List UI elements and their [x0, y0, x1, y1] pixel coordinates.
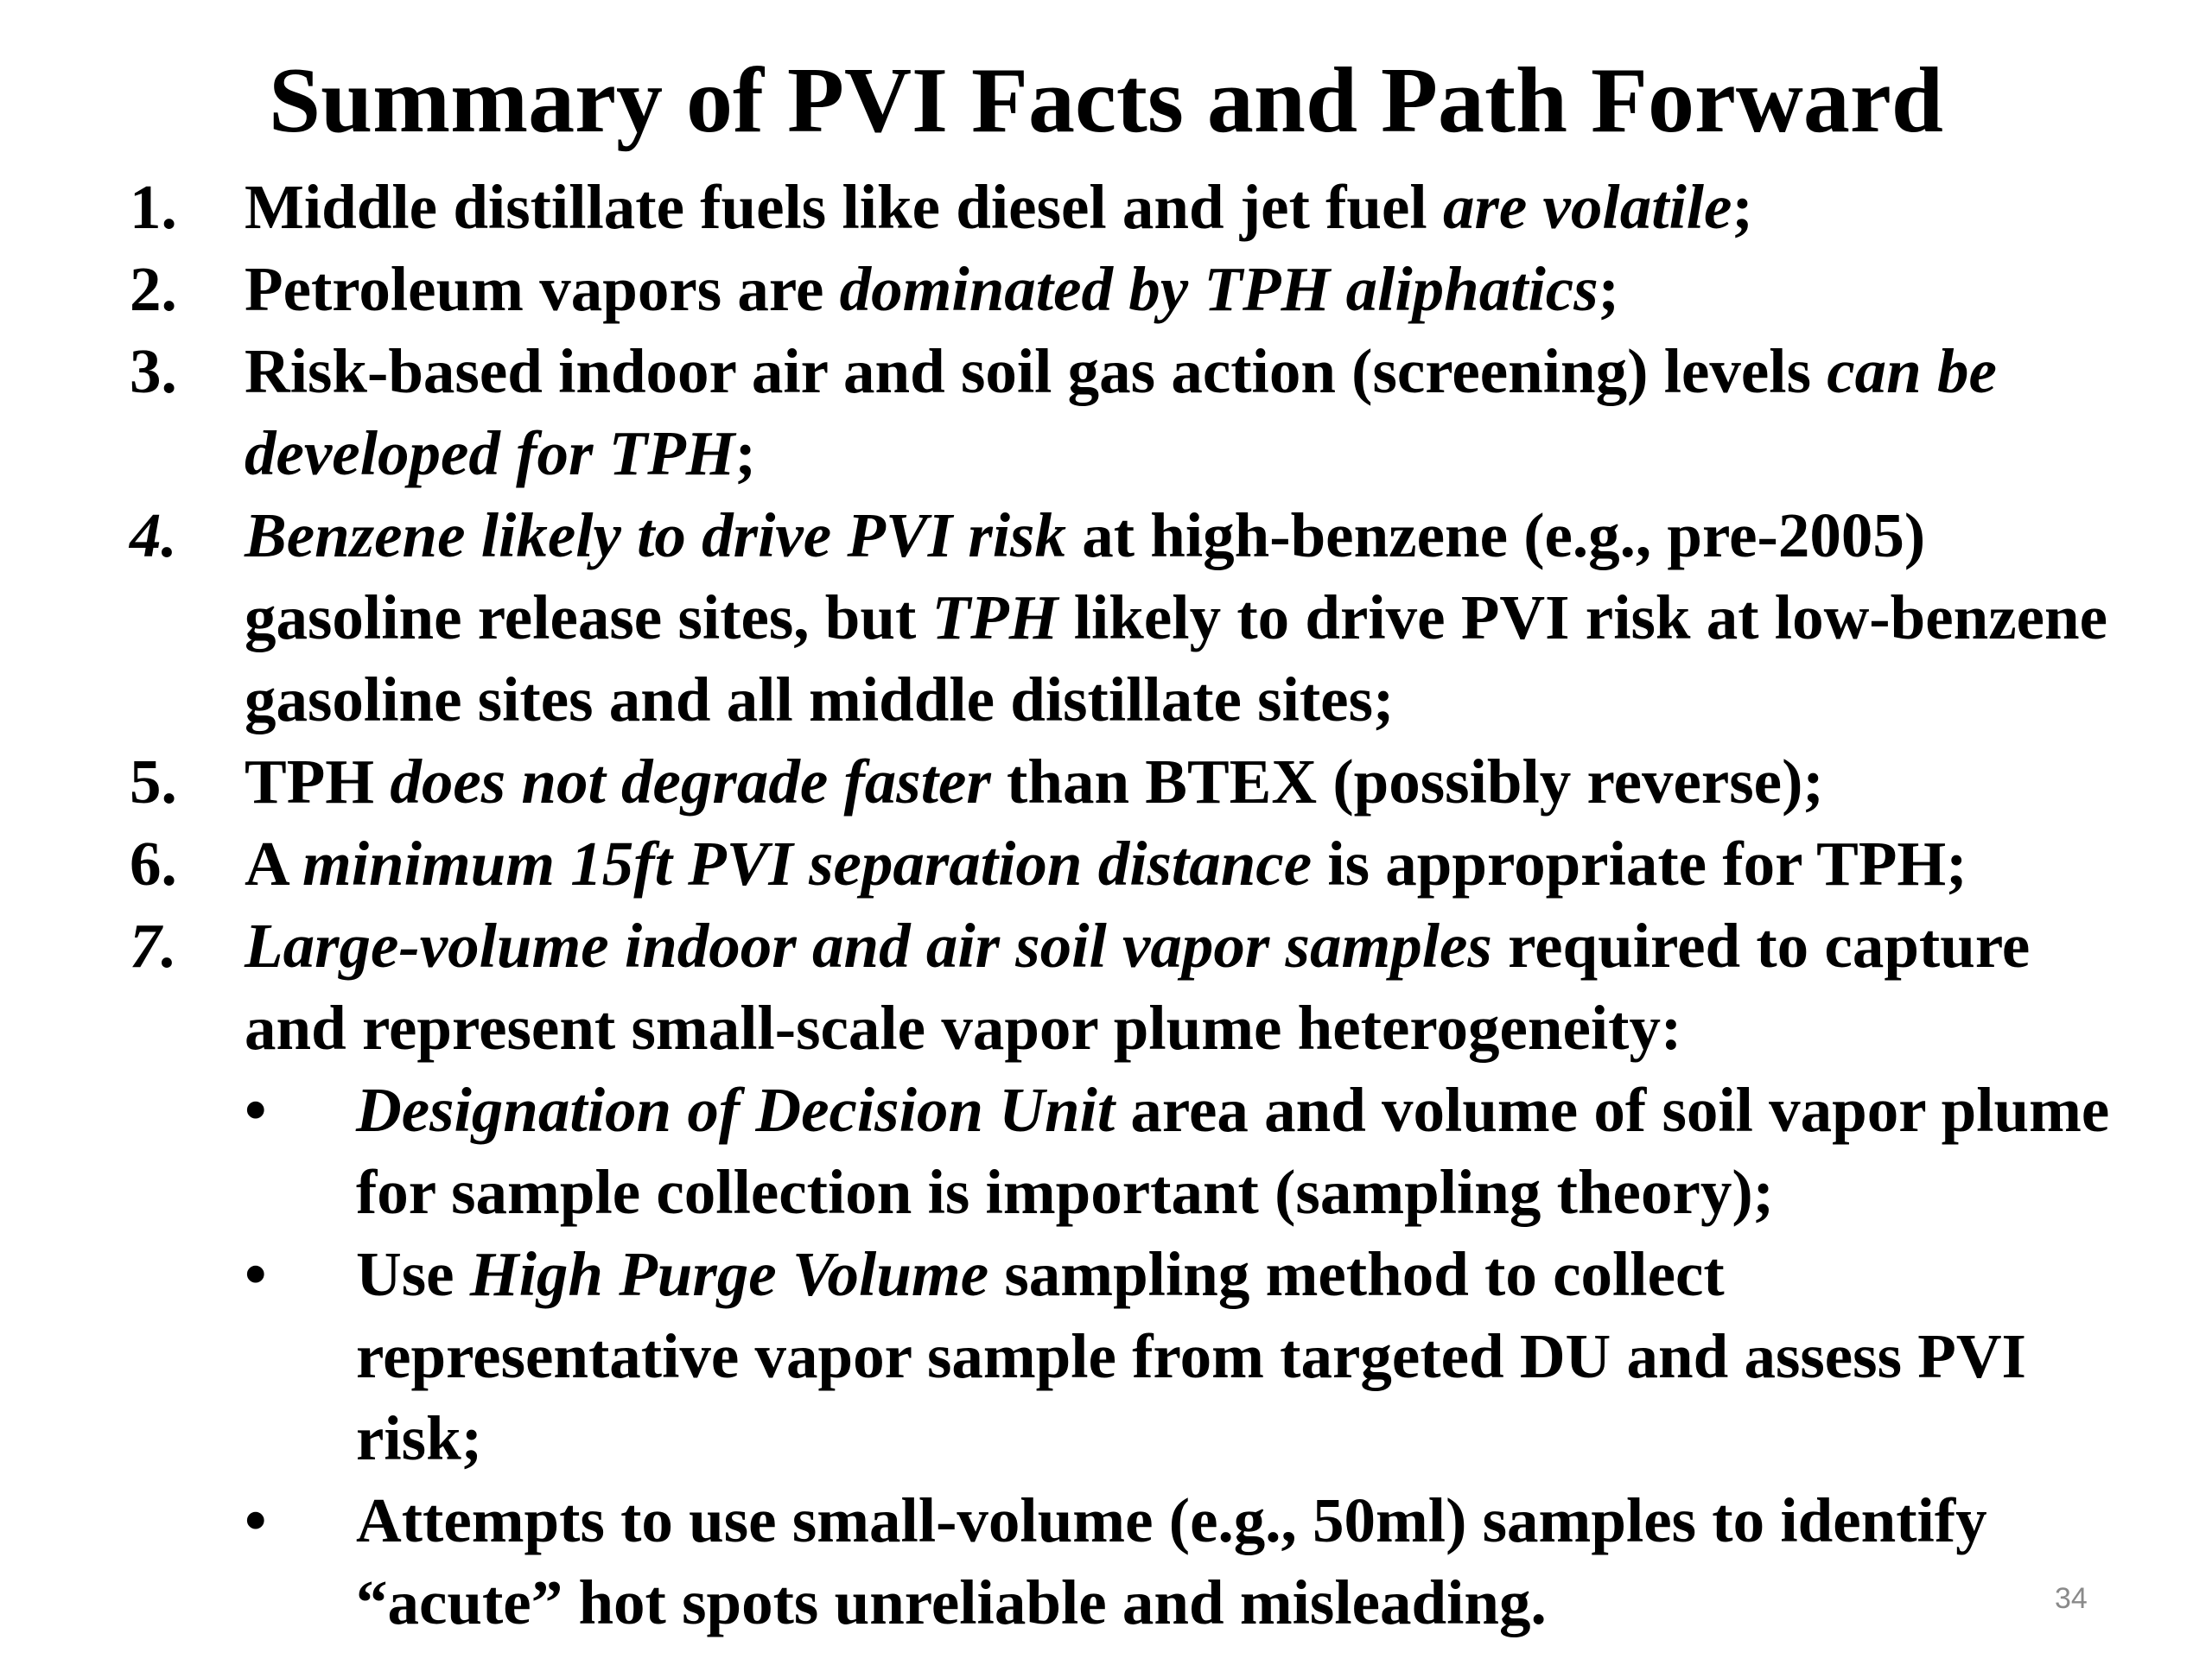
- item-text: Middle distillate fuels like diesel and jet fuel: [245, 172, 1443, 242]
- item-number: 4.: [130, 500, 177, 570]
- list-item-3: [130, 330, 2117, 494]
- bullet-emphasis: High Purge Volume: [469, 1239, 989, 1309]
- slide-title: Summary of PVI Facts and Path Forward: [269, 49, 1943, 152]
- list-item-2: [130, 248, 2117, 330]
- item-emphasis: minimum 15ft PVI separation distance: [302, 829, 1313, 899]
- sub-bullet-3: [130, 1479, 2117, 1643]
- item-emphasis: dominated by TPH aliphatics: [839, 254, 1599, 324]
- page-number: 34: [2055, 1582, 2088, 1615]
- bullet-text: area and volume of soil vapor plume for sample collection is important (sampling theory);: [356, 1075, 2110, 1227]
- item-number: 2.: [130, 254, 177, 324]
- item-number: 7.: [130, 911, 177, 981]
- item-emphasis: Large-volume indoor and air soil vapor samples: [245, 911, 1492, 981]
- item-text: Petroleum vapors are: [245, 254, 840, 324]
- item-emphasis: TPH: [931, 582, 1058, 652]
- bullet-icon: •: [245, 1075, 267, 1145]
- sub-bullet-1: [130, 1069, 2117, 1233]
- item-text: A: [245, 829, 302, 899]
- item-text: ;: [1732, 172, 1753, 242]
- list-item-1: [130, 166, 2117, 248]
- list-item-6: [130, 823, 2117, 905]
- item-number: 3.: [130, 336, 177, 406]
- item-text: Risk-based indoor air and soil gas action (screening) levels: [245, 336, 1827, 406]
- item-text: ;: [1598, 254, 1619, 324]
- list-item-4: [130, 494, 2117, 741]
- item-number: 1.: [130, 172, 177, 242]
- item-text: ;: [734, 418, 756, 488]
- item-emphasis: can be developed for TPH: [245, 336, 1997, 488]
- item-text: at high-benzene (e.g., pre-2005) gasoline release sites, but: [245, 500, 1926, 652]
- bullet-icon: •: [245, 1239, 267, 1309]
- item-emphasis: are volatile: [1442, 172, 1732, 242]
- bullet-text: Use: [356, 1239, 470, 1309]
- list-item-5: [130, 741, 2117, 823]
- bullet-text: sampling method to collect representative vapor sample from targeted DU and assess PVI risk;: [356, 1239, 2026, 1473]
- bullet-emphasis: Designation of Decision Unit: [356, 1075, 1116, 1145]
- sub-bullet-2: [130, 1233, 2117, 1479]
- bullet-icon: •: [245, 1485, 267, 1555]
- item-text: TPH: [245, 747, 391, 817]
- item-text: is appropriate for TPH;: [1312, 829, 1967, 899]
- item-number: 6.: [130, 829, 177, 899]
- list-item-7: [130, 905, 2117, 1069]
- item-text: required to capture and represent small-scale vapor plume heterogeneity:: [245, 911, 2031, 1063]
- item-emphasis: does not degrade faster: [390, 747, 991, 817]
- summary-list: [130, 166, 2117, 1643]
- item-emphasis: Benzene likely to drive PVI risk: [245, 500, 1066, 570]
- bullet-text: Attempts to use small-volume (e.g., 50ml) samples to identify “acute” hot spots unreliable and misleading.: [356, 1485, 1987, 1637]
- item-text: than BTEX (possibly reverse);: [990, 747, 1824, 817]
- item-number: 5.: [130, 747, 177, 817]
- item-text: likely to drive PVI risk at low-benzene gasoline sites and all middle distillate sites;: [245, 582, 2108, 734]
